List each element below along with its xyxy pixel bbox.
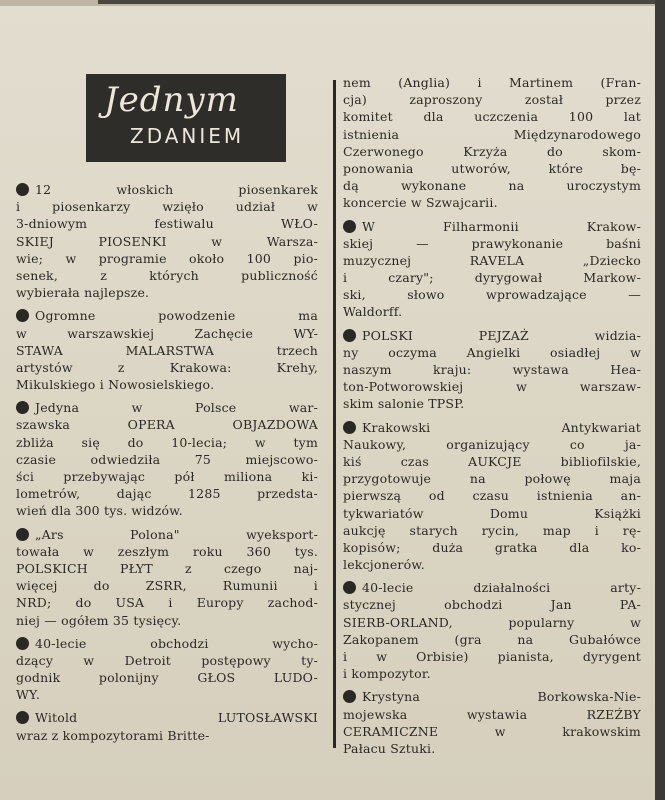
line-text: Krystyna Borkowska-Nie- (362, 689, 641, 705)
line-text: więcej do ZSRR, Rumunii i (16, 578, 318, 594)
left-column (16, 181, 318, 750)
text-line (343, 453, 641, 470)
line-text: kopisów; duża gratka dla ko- (343, 539, 641, 555)
line-text: naszym kraju: wystawa Hea- (343, 362, 641, 377)
text-line (16, 376, 318, 393)
line-text: Waldorff. (343, 304, 403, 320)
text-line (16, 267, 318, 284)
line-text: skim salonie TPSP. (343, 396, 465, 412)
line-text: Mikulskiego i Nowosielskiego. (16, 377, 215, 393)
line-text: ski, słowo wprowadzające — (343, 287, 641, 303)
text-line (343, 194, 641, 211)
news-item (16, 709, 318, 743)
text-line (16, 451, 318, 468)
line-text: Witold LUTOSŁAWSKI (35, 710, 318, 726)
line-text: CERAMICZNE w krakowskim (343, 723, 641, 739)
text-line (16, 635, 318, 652)
line-text: nem (Anglia) i Martinem (Fran- (343, 75, 641, 90)
text-line (343, 143, 641, 160)
bullet-icon (16, 401, 29, 414)
text-line (343, 344, 641, 361)
line-text: Zakopanem (gra na Gubałówce (343, 631, 641, 647)
column-divider (333, 80, 336, 748)
line-text: ny oczyma Angielki osiadłej w (343, 344, 641, 360)
line-text: 40-lecie działalności arty- (362, 580, 641, 596)
line-text: wybierała najlepsze. (16, 285, 150, 301)
text-line (343, 286, 641, 303)
bullet-icon (16, 183, 29, 196)
line-text: „Ars Polona" wyeksport- (35, 526, 318, 542)
text-line (343, 361, 641, 378)
line-text: szawska OPERA OBJAZDOWA (16, 417, 318, 433)
text-line (343, 303, 641, 320)
line-text: ści przebywając pół miliona ki- (16, 469, 318, 484)
text-line (343, 522, 641, 539)
text-line (343, 91, 641, 108)
text-line (343, 631, 641, 648)
line-text: skiej — prawykonanie baśni (343, 235, 641, 251)
line-text: niej — ogółem 35 tysięcy. (16, 612, 182, 628)
line-text: ton-Potworowskiej w warszaw- (343, 379, 641, 395)
bullet-icon (343, 329, 356, 342)
bullet-icon (16, 309, 29, 322)
header-line-1: Jednym (104, 80, 239, 120)
line-text: mojewska wystawia RZEŹBY (343, 706, 641, 722)
line-text: koncercie w Szwajcarii. (343, 195, 498, 211)
line-text: cja) zaproszony został przez (343, 92, 641, 108)
news-item (343, 419, 641, 574)
bullet-icon (343, 421, 356, 434)
text-line (343, 160, 641, 177)
bullet-icon (343, 220, 356, 233)
line-text: zbliża się do 10-lecia; w tym (16, 434, 318, 450)
text-line (343, 436, 641, 453)
text-line (16, 307, 318, 324)
text-line (16, 727, 318, 744)
text-line (343, 126, 641, 143)
line-text: towała w zeszłym roku 360 tys. (16, 543, 318, 559)
line-text: STAWA MALARSTWA trzech (16, 342, 318, 358)
text-line (343, 378, 641, 395)
text-line (16, 560, 318, 577)
news-item (343, 327, 641, 413)
bullet-icon (343, 690, 356, 703)
text-line (343, 539, 641, 556)
text-line (16, 359, 318, 376)
text-line (16, 250, 318, 267)
line-text: 40-lecie obchodzi wycho- (35, 635, 318, 651)
text-line (343, 579, 641, 596)
text-line (343, 614, 641, 631)
line-text: i czary"; dyrygował Markow- (343, 270, 641, 286)
line-text: POLSKI PEJZAŻ widzia- (362, 327, 641, 343)
text-line (343, 327, 641, 344)
line-text: muzycznej RAVELA „Dziecko (343, 252, 641, 268)
text-line (16, 198, 318, 215)
news-item (343, 579, 641, 682)
text-line (16, 181, 318, 198)
text-line (343, 269, 641, 286)
text-line (16, 399, 318, 416)
text-line (343, 470, 641, 487)
text-line (16, 526, 318, 543)
top-rule (98, 0, 658, 4)
text-line (16, 594, 318, 611)
text-line (343, 688, 641, 705)
text-line (343, 706, 641, 723)
line-text: artystów z Krakowa: Krehy, (16, 359, 318, 375)
text-line (16, 342, 318, 359)
news-item (16, 526, 318, 629)
text-line (343, 487, 641, 504)
line-text: senek, z których publiczność (16, 267, 318, 283)
text-line (343, 505, 641, 522)
news-item (16, 635, 318, 704)
line-text: aukcję starych rycin, map i rę- (343, 522, 641, 538)
line-text: w warszawskiej Zachęcie WY- (16, 325, 318, 341)
text-line (16, 468, 318, 485)
line-text: istnienia Międzynarodowego (343, 126, 641, 142)
line-text: komitet dla uczczenia 100 lat (343, 109, 641, 125)
line-text: POLSKICH PŁYT z czego naj- (16, 560, 318, 576)
text-line (16, 577, 318, 594)
news-item (343, 74, 641, 212)
text-line (343, 177, 641, 194)
line-text: i kompozytor. (343, 666, 431, 682)
line-text: NRD; do USA i Europy zachod- (16, 595, 318, 611)
line-text: 12 włoskich piosenkarek (35, 182, 318, 197)
text-line (343, 665, 641, 682)
text-line (16, 284, 318, 301)
line-text: dzący w Detroit postępowy ty- (16, 652, 318, 668)
line-text: wień dla 300 tys. widzów. (16, 503, 183, 519)
line-text: W Filharmonii Krakow- (362, 218, 641, 234)
line-text: Ogromne powodzenie ma (35, 308, 318, 324)
line-text: ponowania utworów, które bę- (343, 160, 641, 176)
news-item (343, 218, 641, 321)
line-text: Pałacu Sztuki. (343, 740, 436, 756)
line-text: tykwariatów Domu Książki (343, 505, 641, 521)
line-text: lekcjonerów. (343, 557, 425, 573)
text-line (16, 485, 318, 502)
bullet-icon (16, 637, 29, 650)
text-line (16, 215, 318, 232)
right-page-edge (655, 0, 665, 800)
text-line (16, 416, 318, 433)
text-line (343, 395, 641, 412)
line-text: Jedyna w Polsce war- (35, 400, 318, 416)
bullet-icon (16, 711, 29, 724)
bullet-icon (16, 528, 29, 541)
line-text: czasie odwiedziła 75 miejscowo- (16, 451, 318, 467)
text-line (16, 502, 318, 519)
line-text: lometrów, dając 1285 przedsta- (16, 486, 318, 502)
text-line (343, 74, 641, 91)
news-item (16, 181, 318, 301)
line-text: stycznej obchodzi Jan PA- (343, 597, 641, 613)
line-text: i w Orbisie) pianista, dyrygent (343, 649, 641, 664)
text-line (16, 652, 318, 669)
line-text: godnik polonijny GŁOS LUDO- (16, 670, 318, 686)
line-text: WY. (16, 687, 41, 703)
line-text: pierwszą od czasu istnienia an- (343, 488, 641, 504)
line-text: wie; w programie około 100 pio- (16, 250, 318, 266)
text-line (16, 233, 318, 250)
text-line (16, 434, 318, 451)
line-text: Krakowski Antykwariat (362, 419, 641, 435)
text-line (343, 596, 641, 613)
text-line (16, 709, 318, 726)
right-column (343, 74, 641, 763)
column-header-logo (86, 74, 286, 162)
line-text: dą wykonane na uroczystym (343, 178, 641, 194)
text-line (16, 669, 318, 686)
text-line (16, 686, 318, 703)
news-item (343, 688, 641, 757)
text-line (343, 419, 641, 436)
header-line-2: ZDANIEM (130, 124, 245, 148)
text-line (343, 556, 641, 573)
text-line (16, 325, 318, 342)
text-line (343, 648, 641, 665)
text-line (16, 543, 318, 560)
bullet-icon (343, 581, 356, 594)
line-text: Naukowy, organizujący co ja- (343, 436, 641, 452)
text-line (343, 108, 641, 125)
line-text: kiś czas AUKCJE bibliofilskie, (343, 453, 641, 469)
line-text: i piosenkarzy wzięło udział w (16, 199, 318, 215)
line-text: przygotowuje na połowę maja (343, 471, 641, 487)
line-text: Czerwonego Krzyża do skom- (343, 143, 641, 159)
line-text: SIERB-ORLAND, popularny w (343, 614, 641, 630)
text-line (343, 218, 641, 235)
text-line (343, 235, 641, 252)
text-line (16, 612, 318, 629)
news-item (16, 307, 318, 393)
line-text: 3-dniowym festiwalu WŁO- (16, 216, 318, 232)
text-line (343, 723, 641, 740)
line-text: wraz z kompozytorami Britte- (16, 727, 210, 743)
news-item (16, 399, 318, 519)
text-line (343, 252, 641, 269)
line-text: SKIEJ PIOSENKI w Warsza- (16, 233, 318, 249)
text-line (343, 740, 641, 757)
